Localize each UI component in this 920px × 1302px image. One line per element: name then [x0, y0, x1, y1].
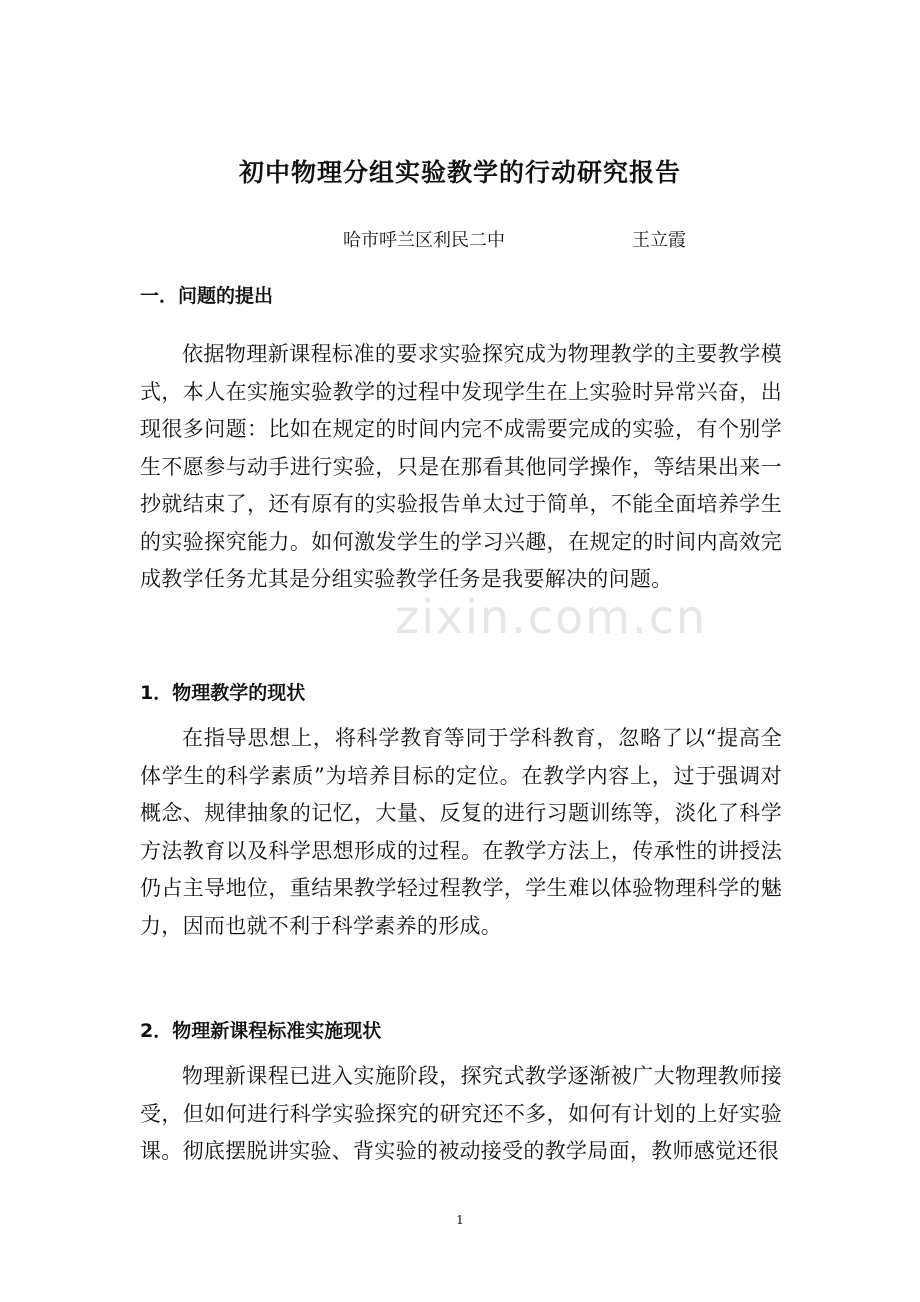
document-title: 初中物理分组实验教学的行动研究报告 [238, 158, 681, 187]
section-paragraph: 在指导思想上，将科学教育等同于学科教育，忽略了以“提高全体学生的科学素质”为培养目标的定位。在教学内容上，过于强调对概念、规律抽象的记忆，大量、反复的进行习题训练等，淡化了科学方法教育以及科学思想形成的过程。在教学方法上，传承性的讲授法仍占主导地位，重结果教学轻过程教学，学生难以体验物理科学的魅力，因而也就不利于科学素养的形成。 [140, 726, 782, 938]
section-heading: 一．问题的提出 [140, 285, 274, 307]
watermark: zixin.com.cn [395, 590, 708, 644]
school-name: 哈市呼兰区利民二中 [343, 230, 505, 251]
author-name: 王立霞 [632, 230, 686, 251]
section-paragraph: 依据物理新课程标准的要求实验探究成为物理教学的主要教学模式，本人在实施实验教学的过程中发现学生在上实验时异常兴奋，出现很多问题：比如在规定的时间内完不成需要完成的实验，有个别学生不愿参与动手进行实验，只是在那看其他同学操作，等结果出来一抄就结束了，还有原有的实验报告单太过于简单，不能全面培养学生的实验探究能力。如何激发学生的学习兴趣，在规定的时间内高效完成教学任务尤其是分组实验教学任务是我要解决的问题。 [140, 342, 782, 591]
section-heading: 1．物理教学的现状 [140, 682, 306, 704]
section-heading: 2．物理新课程标准实施现状 [140, 1020, 382, 1042]
page-number: 1 [456, 1213, 464, 1227]
section-paragraph: 物理新课程已进入实施阶段，探究式教学逐渐被广大物理教师接受，但如何进行科学实验探究的研究还不多，如何有计划的上好实验课。彻底摆脱讲实验、背实验的被动接受的教学局面，教师感觉还很 [140, 1064, 782, 1163]
